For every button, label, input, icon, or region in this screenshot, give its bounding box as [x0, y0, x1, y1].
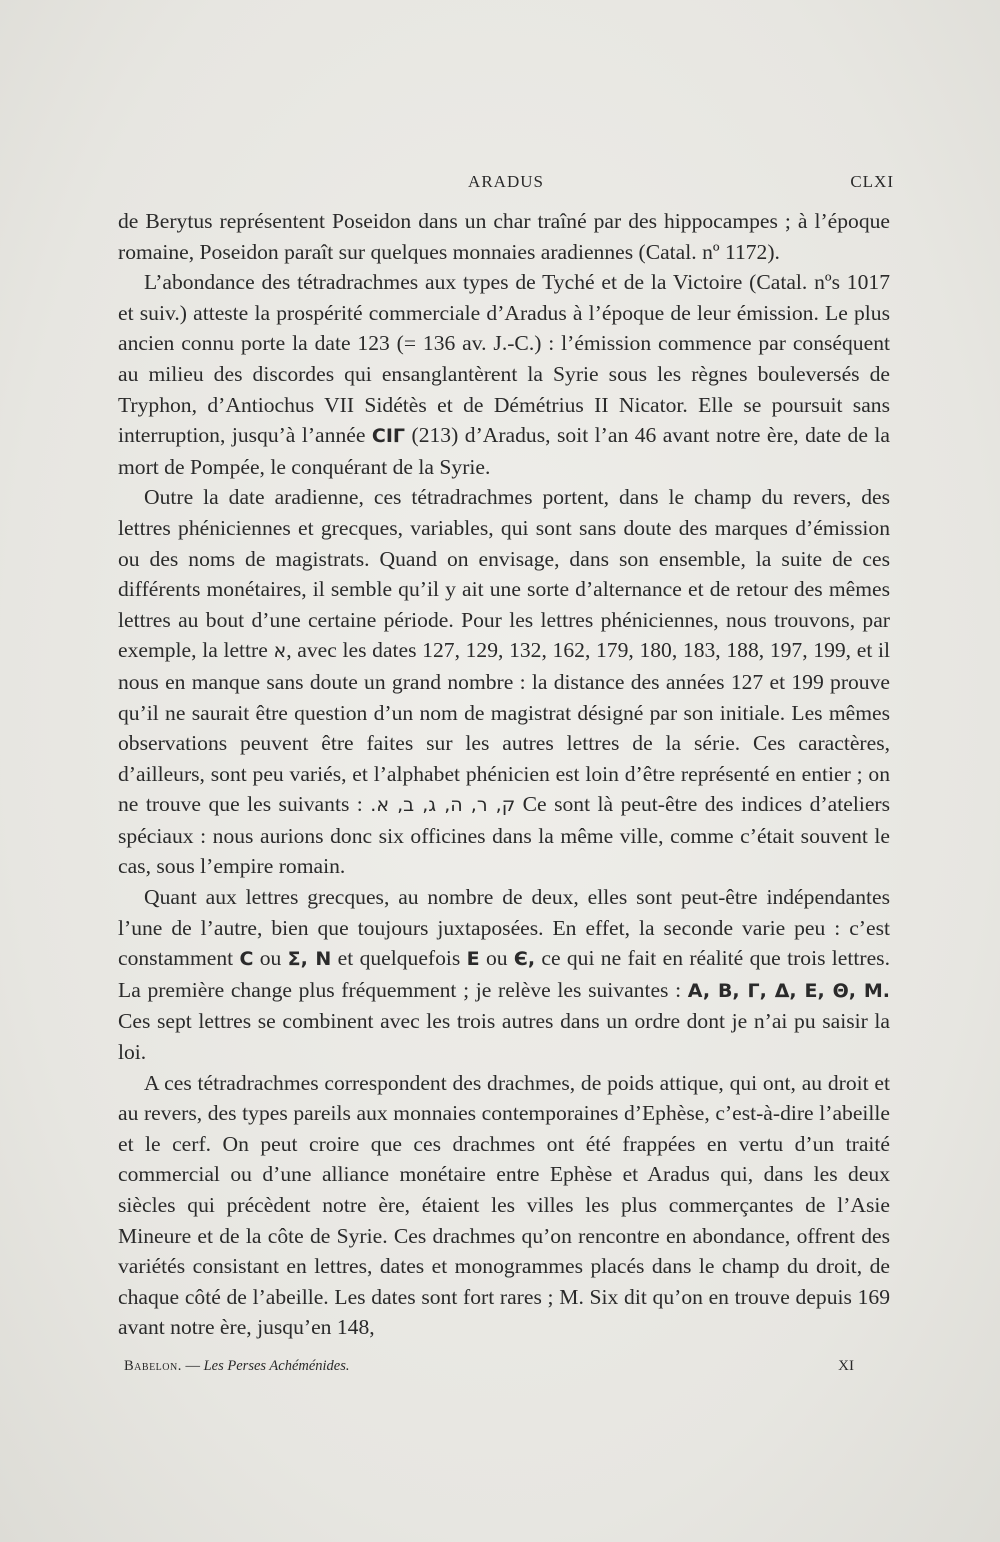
aleph-glyph: א: [273, 640, 287, 663]
page-footer: [124, 1358, 854, 1382]
greek-letters-list: A, B, Γ, Δ, E, Θ, M.: [687, 979, 890, 1002]
paragraph-3: [118, 482, 890, 882]
phoenician-letters: ק, ר, ה, ג, ב, א.: [370, 794, 516, 817]
body-text: [118, 206, 890, 1343]
footer-author: Babelon.: [124, 1358, 182, 1374]
paragraph-2: [118, 267, 890, 482]
running-head: [118, 172, 894, 196]
footer-work-title: Les Perses Achéménides.: [203, 1358, 350, 1374]
greek-letter-lunate-e: Є,: [513, 948, 536, 971]
text-ou-2: ou: [485, 946, 508, 971]
paragraph-4-part-c: Ces sept lettres se combinent avec les trois autres dans un ordre dont je n’ai pu saisir la loi.: [118, 1009, 890, 1065]
greek-letter-e: E: [466, 948, 480, 971]
paragraph-3-part-b: , avec les dates 127, 129, 132, 162, 179, 180, 183, 188, 197, 199, et il nous en manque sans doute un grand nombre : la distance des années 127 et 199 prouve qu’il ne saurait être question d’un nom de magistrat désigné par son initiale. Les mêmes observations peuvent être faites sur les autres lettres de la série. Ces caractères, d’ailleurs, sont peu variés, et l’alphabet phénicien est loin d’être représenté en entier ; on ne trouve que les suivants :: [118, 638, 890, 817]
running-title: ARADUS: [468, 172, 544, 191]
paragraph-2-part-a: L’abondance des tétradrachmes aux types de Tyché et de la Victoire (Catal. nºs 1017 et suiv.) atteste la prospérité commerciale d’Aradus à l’époque de leur émission. Le plus ancien connu porte la date 123 (= 136 av. J.-C.) : l’émission commence par conséquent au milieu des discordes qui ensanglantèrent la Syrie sous les règnes bouleversés de Tryphon, d’Antiochus VII Sidétès et de Démétrius II Nicator. Elle se poursuit sans interruption, jusqu’à l’année: [118, 270, 890, 448]
signature-mark: XI: [838, 1358, 854, 1374]
greek-letter-sigma-n: Σ, N: [287, 948, 332, 971]
greek-letter-c: C: [239, 948, 254, 971]
paragraph-4-part-b: ce qui ne fait en réalité que trois lettres. La première change plus fréquemment ; je relève les suivantes :: [118, 946, 890, 1002]
paragraph-5: A ces tétradrachmes correspondent des drachmes, de poids attique, qui ont, au droit et au revers, des types pareils aux monnaies contemporaines d’Ephèse, c’est-à-dire l’abeille et le cerf. On peut croire que ces drachmes ont été frappées en vertu d’un traité commercial ou d’une alliance monétaire entre Ephèse et Aradus qui, dans les deux siècles qui précèdent notre ère, étaient les villes les plus commerçantes de l’Asie Mineure et de la côte de Syrie. Ces drachmes qu’on rencontre en abondance, offrent des variétés consistant en lettres, dates et monogrammes placés dans le champ du droit, de chaque côté de l’abeille. Les dates sont fort rares ; M. Six dit qu’on en trouve depuis 169 avant notre ère, jusqu’en 148,: [118, 1070, 890, 1340]
footer-dash: —: [185, 1358, 200, 1374]
paragraph-3-part-c: Ce sont là peut-être des indices d’ateliers spéciaux : nous aurions donc six officines dans la même ville, comme c’était souvent le cas, sous l’empire romain.: [118, 792, 890, 879]
text-quelquefois: et quelquefois: [337, 946, 461, 971]
page-number: CLXI: [850, 172, 894, 191]
paragraph-2-part-b: (213) d’Aradus, soit l’an 46 avant notre ère, date de la mort de Pompée, le conquérant de la Syrie.: [118, 423, 891, 479]
greek-date-glyph: CIΓ: [371, 425, 406, 448]
paragraph-3-part-a: Outre la date aradienne, ces tétradrachmes portent, dans le champ du revers, des lettres phéniciennes et grecques, variables, qui sont sans doute des marques d’émission ou des noms de magistrats. Quand on envisage, dans son ensemble, la suite de ces différents monétaires, il semble qu’il y ait une sorte d’alternance et de retour des mêmes lettres au bout d’une certaine période. Pour les lettres phéniciennes, nous trouvons, par exemple, la lettre: [118, 485, 890, 663]
text-ou: ou: [259, 946, 282, 971]
footer-citation: [124, 1358, 350, 1375]
paragraph-1: de Berytus représentent Poseidon dans un char traîné par des hippocampes ; à l’époque romaine, Poseidon paraît sur quelques monnaies aradiennes (Catal. nº 1172).: [118, 209, 890, 264]
paragraph-4-part-a: Quant aux lettres grecques, au nombre de deux, elles sont peut-être indépendantes l’une de l’autre, bien que toujours juxtaposées. En effet, la seconde varie peu : c’est constamment: [118, 885, 890, 971]
paragraph-4: [118, 882, 890, 1068]
